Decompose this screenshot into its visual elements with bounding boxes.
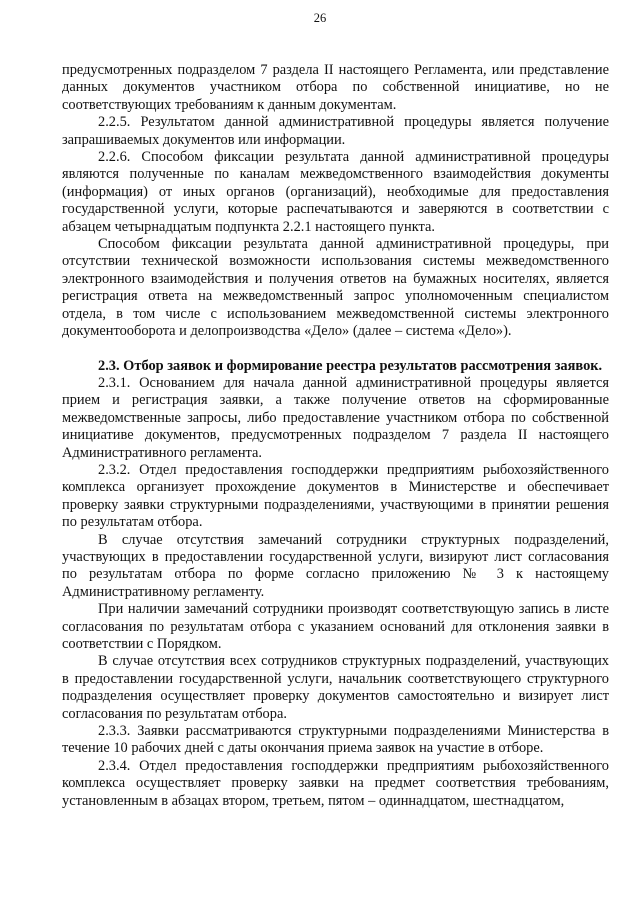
paragraph: 2.3.3. Заявки рассматриваются структурными подразделениями Министерства в течение 10 рабочих дней с даты окончания приема заявок на участие в отборе. [62,723,609,757]
paragraph: В случае отсутствия всех сотрудников структурных подразделений, участвующих в предоставлении государственной услуги, начальник соответствующего структурного подразделения осуществляет проверку документов самостоятельно и визирует лист согласования по результатам отбора. [62,653,609,722]
document-body [62,62,609,810]
paragraph: В случае отсутствия замечаний сотрудники структурных подразделений, участвующих в предоставлении государственной услуги, визируют лист согласования по результатам отбора по форме согласно приложению № 3 к настоящему Административному регламенту. [62,531,609,600]
section-spacer [62,341,609,358]
paragraph: При наличии замечаний сотрудники производят соответствующую запись в листе согласования по результатам отбора с указанием оснований для отклонения заявки в соответствии с Порядком. [62,601,609,652]
page-number: 26 [313,11,327,25]
paragraph: 2.3.1. Основанием для начала данной административной процедуры является прием и регистрация заявки, а также получение ответов на сформированные межведомственные запросы, либо предоставление участником отбора по собственной инициативе документов, предусмотренных подразделом 7 раздела II настоящего Административного регламента. [62,374,609,461]
section-heading: 2.3. Отбор заявок и формирование реестра результатов рассмотрения заявок. [98,357,603,374]
paragraph: 2.3.4. Отдел предоставления господдержки предприятиям рыбохозяйственного комплекса осуществляет проверку заявки на предмет соответствия требованиям, установленным в абзацах втором, третьем, пятом – одиннадцатом, шестнадцатом, [62,757,609,809]
paragraph: предусмотренных подразделом 7 раздела II настоящего Регламента, или представление данных документов участником отбора по собственной инициативе, но не соответствующих требованиям к данным документам. [62,62,609,113]
paragraph: 2.2.5. Результатом данной административной процедуры является получение запрашиваемых документов или информации. [62,114,609,148]
paragraph: Способом фиксации результата данной административной процедуры, при отсутствии технической возможности использования системы межведомственного электронного взаимодействия и получения ответов на бумажных носителях, является регистрация ответа на межведомственный запрос уполномоченным специалистом отдела, в том числе с использованием межведомственной системы электронного документооборота и делопроизводства «Дело» (далее – система «Дело»). [62,236,609,340]
paragraph: 2.3.2. Отдел предоставления господдержки предприятиям рыбохозяйственного комплекса организует прохождение документов в Министерстве и обеспечивает проверку заявки структурными подразделениями, участвующими в принятии решения по результатам отбора. [62,461,609,531]
paragraph: 2.2.6. Способом фиксации результата данной административной процедуры являются полученные по каналам межведомственного взаимодействия документы (информация) от иных органов (организаций), необходимые для предоставления государственной услуги, которые распечатываются и заверяются в соответствии с абзацем четырнадцатым подпункта 2.2.1 настоящего пункта. [62,149,609,235]
